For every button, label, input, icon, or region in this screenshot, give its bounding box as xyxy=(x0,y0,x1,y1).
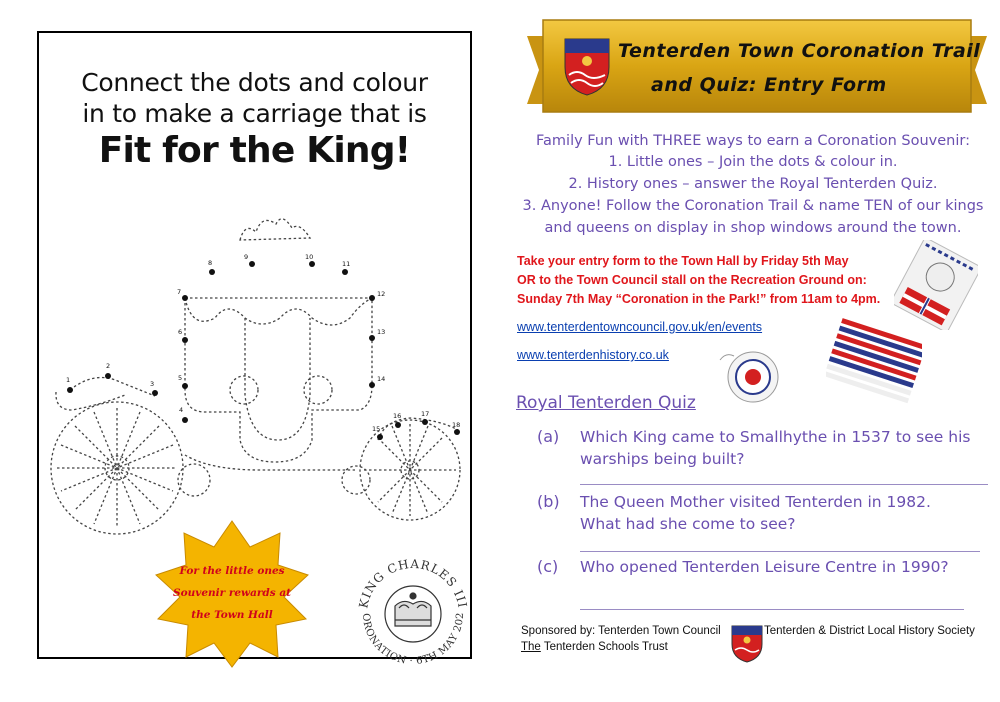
dot-label-16: 16 xyxy=(393,412,402,420)
dot-12 xyxy=(369,295,375,301)
dot-7 xyxy=(182,295,188,301)
star-text-line-2: Souvenir rewards at xyxy=(173,587,291,599)
dot-1 xyxy=(67,387,73,393)
sponsor-schools-trust xyxy=(521,641,668,653)
dot-label-18: 18 xyxy=(452,421,461,429)
seal-graphic xyxy=(355,548,470,673)
intro-line-3: 2. History ones – answer the Royal Tenterden Quiz. xyxy=(568,176,938,192)
dot-6 xyxy=(182,337,188,343)
dot-label-7: 7 xyxy=(177,288,182,296)
dot-5 xyxy=(182,383,188,389)
dot-label-3: 3 xyxy=(150,380,155,388)
star-text-line-1: For the little ones xyxy=(179,565,285,577)
seal-bottom-text: ORONATION · 6TH MAY 202 xyxy=(359,611,467,668)
souvenir-badge-photo xyxy=(712,346,782,408)
dot-label-5: 5 xyxy=(178,374,183,382)
question-b-line-2: What had she come to see? xyxy=(580,515,796,533)
front-curve xyxy=(56,392,125,410)
dot-label-6: 6 xyxy=(178,328,183,336)
dot-4 xyxy=(182,417,188,423)
dot-17 xyxy=(422,419,428,425)
heading-fit-for-the-king: Fit for the King! xyxy=(98,130,411,171)
answer-b-line[interactable] xyxy=(580,551,980,552)
hub-circle xyxy=(178,464,210,496)
dot-label-14: 14 xyxy=(377,375,386,383)
intro-line-5: and queens on display in shop windows around the town. xyxy=(544,220,962,236)
question-a-line-1: Which King came to Smallhythe in 1537 to see his xyxy=(580,428,971,446)
council-events-link[interactable]: www.tenterdentowncouncil.gov.uk/en/events xyxy=(517,320,763,334)
dot-18 xyxy=(454,429,460,435)
question-b-line-1: The Queen Mother visited Tenterden in 1982. xyxy=(580,493,931,511)
dot-label-12: 12 xyxy=(377,290,386,298)
entry-line-3: Sunday 7th May “Coronation in the Park!” from 11am to 4pm. xyxy=(517,292,881,306)
dot-label-17: 17 xyxy=(421,410,430,418)
crown-icon xyxy=(385,586,441,642)
star-text-line-3: the Town Hall xyxy=(191,609,273,621)
rear-hood xyxy=(378,418,461,440)
souvenir-star-badge xyxy=(152,519,312,669)
answer-c-line[interactable] xyxy=(580,609,964,610)
entry-line-2: OR to the Town Council stall on the Recreation Ground on: xyxy=(517,273,867,287)
question-c-label: (c) xyxy=(537,557,559,576)
dot-label-13: 13 xyxy=(377,328,386,336)
undercarriage xyxy=(185,455,355,470)
dot-label-9: 9 xyxy=(244,253,249,261)
question-c-line-1: Who opened Tenterden Leisure Centre in 1990? xyxy=(580,558,949,576)
dot-label-2: 2 xyxy=(106,362,111,370)
banner-title-line-2: and Quiz: Entry Form xyxy=(651,74,887,96)
dot-label-11: 11 xyxy=(342,260,351,268)
right-lamp xyxy=(304,376,332,404)
intro-line-2: 1. Little ones – Join the dots & colour in. xyxy=(608,154,898,170)
banner-title-line-1: Tenterden Town Coronation Trail xyxy=(618,40,981,62)
seal-top-text: KING CHARLES III xyxy=(356,556,470,610)
coronation-seal-logo xyxy=(355,548,470,673)
svg-text:KING CHARLES III xyxy=(356,557,469,610)
question-b-label: (b) xyxy=(537,492,560,511)
carriage-window xyxy=(245,318,310,440)
dot-11 xyxy=(342,269,348,275)
souvenir-flag-photo xyxy=(894,240,978,330)
dot-10 xyxy=(309,261,315,267)
sponsor-schools-trust-name: Tenterden Schools Trust xyxy=(540,641,668,653)
title-banner xyxy=(527,18,987,115)
heading-line-1: Connect the dots and colour xyxy=(81,68,428,97)
dot-9 xyxy=(249,261,255,267)
dot-label-1: 1 xyxy=(66,376,71,384)
heading-line-2: in to make a carriage that is xyxy=(82,99,427,128)
sponsor-crest-icon xyxy=(730,624,764,664)
dot-2 xyxy=(105,373,111,379)
crown-outline xyxy=(240,219,310,240)
front-arm xyxy=(70,378,155,397)
sponsor-town-council: Sponsored by: Tenterden Town Council xyxy=(521,625,721,637)
canopy-scallops xyxy=(185,298,372,325)
dot-label-10: 10 xyxy=(305,253,314,261)
dot-label-4: 4 xyxy=(179,406,184,414)
sponsor-the-prefix: The xyxy=(521,641,541,653)
question-a-label: (a) xyxy=(537,427,560,446)
intro-line-1: Family Fun with THREE ways to earn a Coronation Souvenir: xyxy=(536,133,970,149)
entry-line-1: Take your entry form to the Town Hall by Friday 5th May xyxy=(517,254,849,268)
question-a-line-2: warships being built? xyxy=(580,450,745,468)
dot-label-15: 15 xyxy=(372,425,381,433)
tenterden-crest-icon xyxy=(563,37,611,97)
souvenir-pencils-photo xyxy=(826,318,922,410)
answer-a-line[interactable] xyxy=(580,484,988,485)
dot-13 xyxy=(369,335,375,341)
dot-3 xyxy=(152,390,158,396)
dot-16 xyxy=(395,422,401,428)
history-society-link[interactable]: www.tenterdenhistory.co.uk xyxy=(517,348,669,362)
dot-8 xyxy=(209,269,215,275)
intro-line-4: 3. Anyone! Follow the Coronation Trail & name TEN of our kings xyxy=(522,198,984,214)
sponsor-history-society: Tenterden & District Local History Society xyxy=(764,625,975,637)
left-lamp xyxy=(230,376,258,404)
dot-14 xyxy=(369,382,375,388)
carriage-body xyxy=(185,298,372,462)
quiz-title: Royal Tenterden Quiz xyxy=(516,393,696,413)
dot-label-8: 8 xyxy=(208,259,213,267)
dot-15 xyxy=(377,434,383,440)
front-wheel-spokes xyxy=(57,408,177,528)
